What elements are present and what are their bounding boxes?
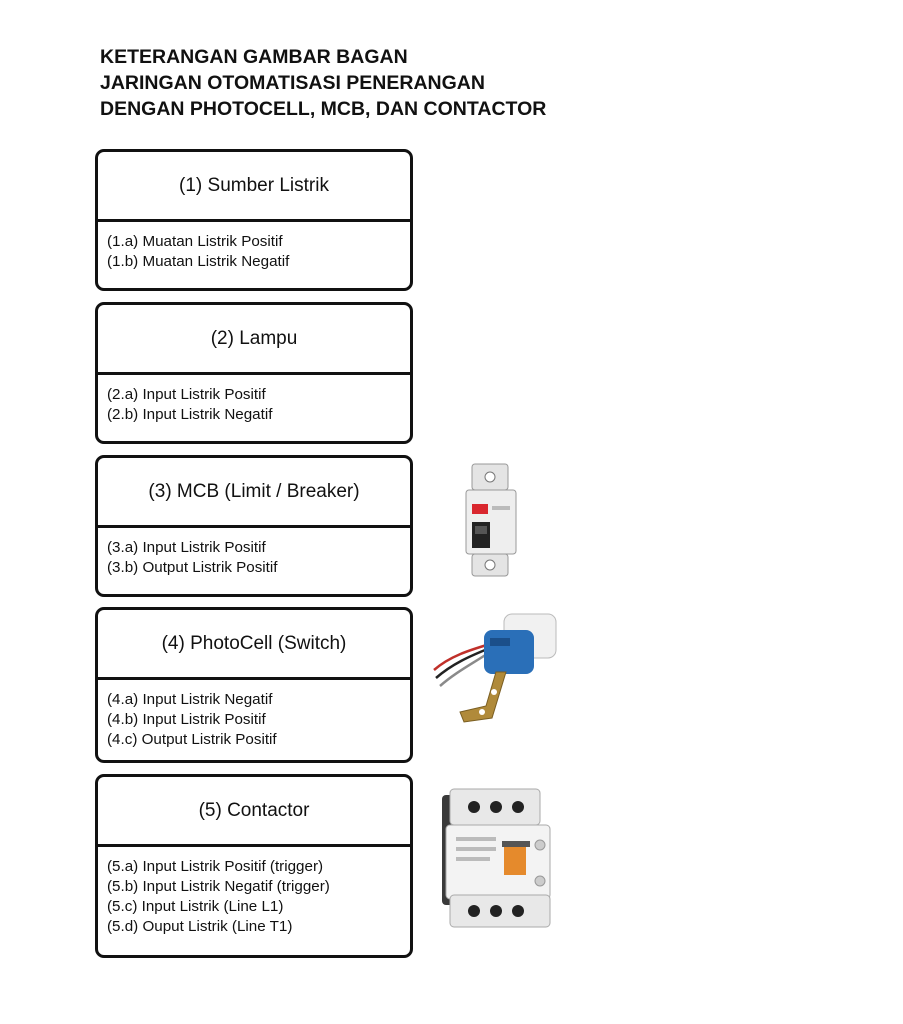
card-items (98, 528, 410, 586)
card-item: (5.a) Input Listrik Positif (trigger) (107, 858, 324, 875)
card-item: (4.a) Input Listrik Negatif (107, 691, 273, 708)
card-lamp (95, 302, 413, 444)
card-power-source (95, 149, 413, 291)
card-heading: (4) PhotoCell (Switch) (98, 610, 410, 680)
card-item: (5.b) Input Listrik Negatif (trigger) (107, 878, 330, 895)
card-mcb (95, 455, 413, 597)
contactor-image (436, 785, 570, 935)
card-item: (2.b) Input Listrik Negatif (107, 406, 273, 423)
card-item: (4.c) Output Listrik Positif (107, 731, 277, 748)
card-items (98, 222, 410, 280)
card-contactor (95, 774, 413, 958)
card-items (98, 375, 410, 433)
title-line-1: KETERANGAN GAMBAR BAGAN (100, 46, 408, 68)
card-items (98, 680, 410, 758)
card-item: (3.b) Output Listrik Positif (107, 559, 278, 576)
photocell-image (430, 612, 560, 742)
card-item: (2.a) Input Listrik Positif (107, 386, 266, 403)
card-heading: (2) Lampu (98, 305, 410, 375)
card-heading: (3) MCB (Limit / Breaker) (98, 458, 410, 528)
document-title (100, 44, 546, 122)
card-heading: (5) Contactor (98, 777, 410, 847)
card-item: (5.d) Ouput Listrik (Line T1) (107, 918, 293, 935)
card-heading: (1) Sumber Listrik (98, 152, 410, 222)
card-item: (1.a) Muatan Listrik Positif (107, 233, 283, 250)
title-line-2: JARINGAN OTOMATISASI PENERANGAN (100, 72, 485, 94)
card-item: (3.a) Input Listrik Positif (107, 539, 266, 556)
card-item: (1.b) Muatan Listrik Negatif (107, 253, 290, 270)
title-line-3: DENGAN PHOTOCELL, MCB, DAN CONTACTOR (100, 98, 547, 120)
mcb-image (458, 460, 524, 578)
card-photocell (95, 607, 413, 763)
card-item: (4.b) Input Listrik Positif (107, 711, 266, 728)
card-items (98, 847, 410, 945)
card-item: (5.c) Input Listrik (Line L1) (107, 898, 284, 915)
